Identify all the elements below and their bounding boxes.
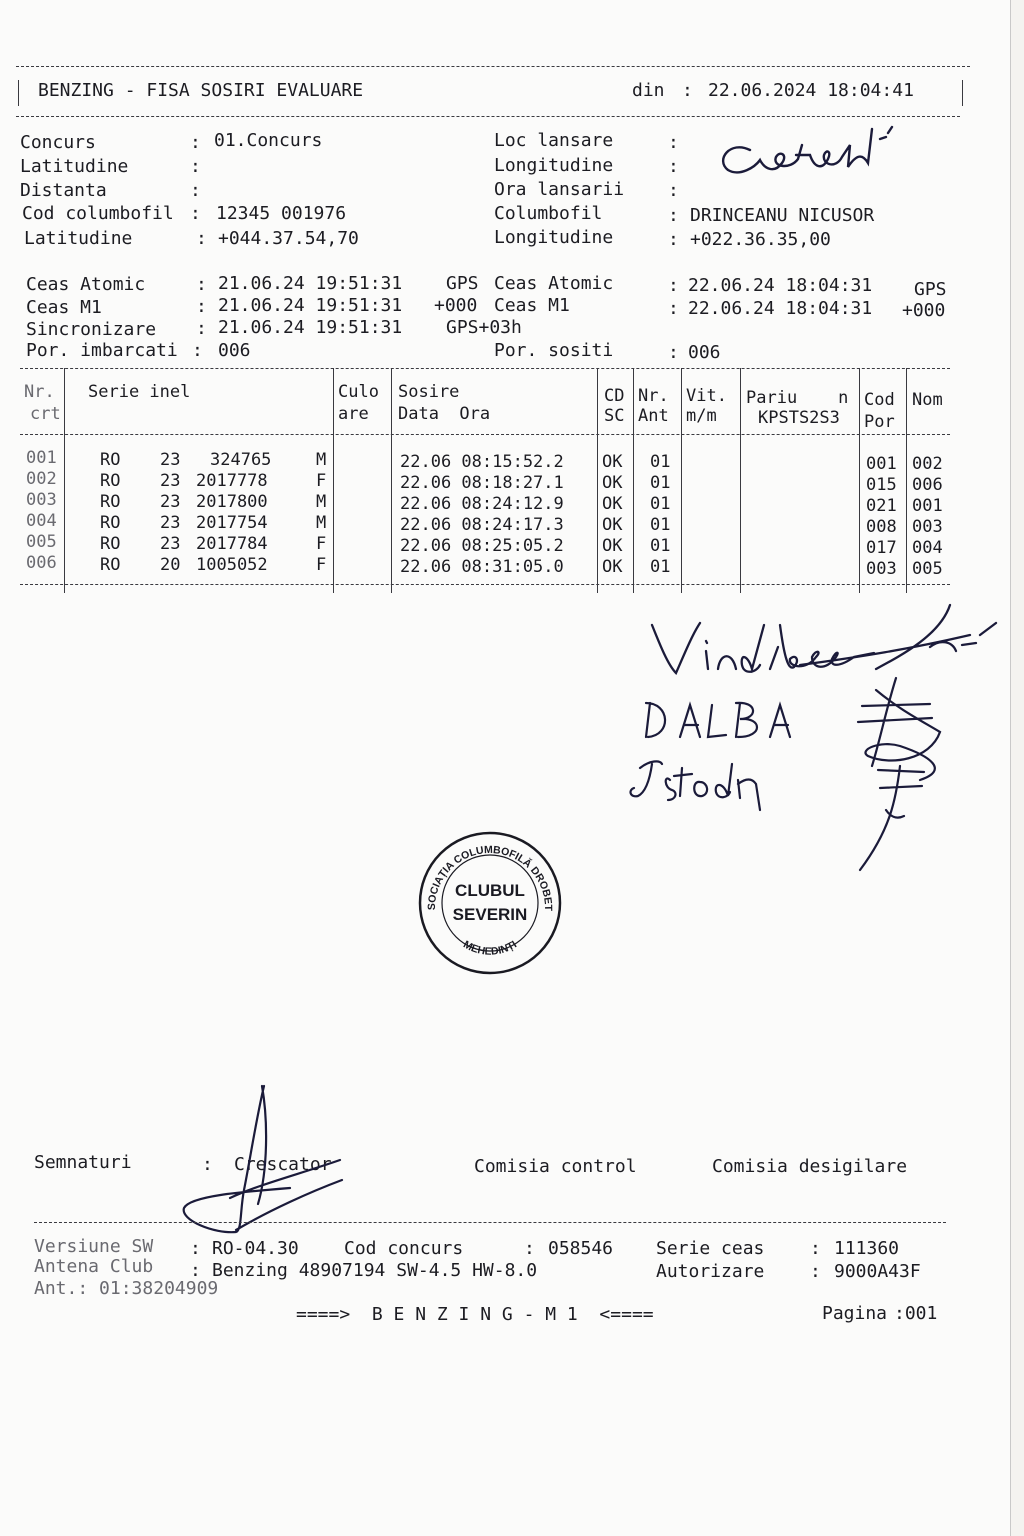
row-cod: 021 bbox=[866, 496, 897, 516]
row-ant: 01 bbox=[650, 452, 671, 472]
stamp-line-1: CLUBUL bbox=[455, 881, 525, 900]
row-arrival: 22.06 08:24:17.3 bbox=[400, 515, 564, 535]
row-ant: 01 bbox=[650, 536, 671, 556]
row-cd: OK bbox=[602, 515, 623, 535]
latitudine-label: Latitudine bbox=[20, 156, 129, 177]
handwritten-name-istodor bbox=[620, 750, 790, 820]
row-nr: 001 bbox=[26, 448, 57, 468]
header-serie-inel: Serie inel bbox=[88, 382, 191, 402]
loc-lansare-label: Loc lansare bbox=[494, 130, 614, 151]
row-arrival: 22.06 08:15:52.2 bbox=[400, 452, 564, 472]
colon: : bbox=[190, 1260, 201, 1281]
row-ring: 2017754 bbox=[196, 513, 268, 533]
row-year: 20 bbox=[160, 555, 181, 575]
signatures-colon: : bbox=[202, 1154, 213, 1175]
colon: : bbox=[668, 298, 679, 319]
longitudine-label: Longitudine bbox=[494, 155, 614, 176]
cod-columbofil-value: 12345 001976 bbox=[216, 203, 347, 224]
colon: : bbox=[196, 228, 207, 249]
ceas-m1-left-suffix: +000 bbox=[434, 295, 478, 316]
ceas-atomic-right-suffix: GPS bbox=[914, 279, 947, 300]
colon: : bbox=[196, 296, 207, 317]
comisia-control-label: Comisia control bbox=[474, 1156, 637, 1177]
header-crt: crt bbox=[30, 404, 61, 424]
row-nr: 005 bbox=[26, 532, 57, 552]
sositi-label: Por. sositi bbox=[494, 340, 614, 361]
row-cod: 001 bbox=[866, 454, 897, 474]
row-ring: 2017800 bbox=[196, 492, 268, 512]
header-culo: Culo bbox=[338, 382, 379, 402]
colon: : bbox=[668, 156, 679, 177]
row-cod: 003 bbox=[866, 559, 897, 579]
imbarcati-value: 006 bbox=[218, 340, 251, 361]
row-sex: F bbox=[316, 534, 327, 554]
date-value: 22.06.2024 18:04:41 bbox=[708, 80, 914, 101]
colon: : bbox=[810, 1238, 821, 1259]
table-row bbox=[20, 511, 950, 537]
ceas-atomic-left-value: 21.06.24 19:51:31 bbox=[218, 273, 403, 294]
pagina-label: Pagina bbox=[822, 1303, 888, 1324]
ant-label: Ant.: 01:38204909 bbox=[34, 1278, 219, 1299]
row-ant: 01 bbox=[650, 473, 671, 493]
row-cod: 017 bbox=[866, 538, 897, 558]
ceas-m1-right-value: 22.06.24 18:04:31 bbox=[688, 298, 873, 319]
row-nom: 003 bbox=[912, 517, 943, 537]
footer-rule bbox=[34, 1222, 946, 1223]
handwritten-signature-top bbox=[710, 115, 920, 190]
club-stamp-graphic bbox=[415, 828, 565, 978]
versiune-label: Versiune SW bbox=[34, 1236, 154, 1257]
row-nom: 004 bbox=[912, 538, 943, 558]
ceas-m1-right-suffix: +000 bbox=[902, 300, 946, 321]
row-sex: F bbox=[316, 471, 327, 491]
colon: : bbox=[190, 203, 201, 224]
cod-columbofil-label: Cod columbofil bbox=[22, 203, 174, 224]
columbofil-label: Columbofil bbox=[494, 203, 603, 224]
date-colon: : bbox=[682, 80, 693, 101]
row-cod: 015 bbox=[866, 475, 897, 495]
colon: : bbox=[190, 180, 201, 201]
serie-ceas-value: 111360 bbox=[834, 1238, 900, 1259]
row-year: 23 bbox=[160, 492, 181, 512]
ceas-atomic-left-suffix: GPS bbox=[446, 273, 479, 294]
signatures-label: Semnaturi bbox=[34, 1152, 132, 1173]
ceas-atomic-right-label: Ceas Atomic bbox=[494, 273, 614, 294]
stamp-ring-text: SOCIAȚIA COLUMBOFILĂ DROBET bbox=[425, 843, 555, 911]
colon: : bbox=[190, 1238, 201, 1259]
row-cod: 008 bbox=[866, 517, 897, 537]
row-cd: OK bbox=[602, 557, 623, 577]
table-top-rule bbox=[20, 368, 950, 369]
row-ant: 01 bbox=[650, 515, 671, 535]
stamp-line-2: SEVERIN bbox=[452, 905, 528, 924]
ceas-atomic-right-value: 22.06.24 18:04:31 bbox=[688, 275, 873, 296]
header-data-ora: Data Ora bbox=[398, 404, 491, 424]
colon: : bbox=[190, 132, 201, 153]
row-ring: 1005052 bbox=[196, 555, 268, 575]
header-vit: Vit. bbox=[686, 386, 727, 406]
autorizare-value: 9000A43F bbox=[834, 1261, 921, 1282]
ant-value: 01:38204909 bbox=[99, 1278, 219, 1299]
header-mm: m/m bbox=[686, 406, 717, 426]
table-header-rule bbox=[20, 434, 950, 435]
antena-value: Benzing 48907194 SW-4.5 HW-8.0 bbox=[212, 1260, 538, 1281]
row-nr: 002 bbox=[26, 469, 57, 489]
table-row bbox=[20, 532, 950, 558]
row-country: RO bbox=[100, 555, 121, 575]
header-right-border bbox=[962, 80, 963, 106]
svg-text:MEHEDINȚI bbox=[461, 939, 519, 958]
table-row bbox=[20, 469, 950, 495]
row-arrival: 22.06 08:31:05.0 bbox=[400, 557, 564, 577]
row-ring: 2017778 bbox=[196, 471, 268, 491]
header-por: Por bbox=[864, 412, 895, 432]
table-row bbox=[20, 448, 950, 474]
colon: : bbox=[668, 229, 679, 250]
date-label: din bbox=[632, 80, 665, 101]
row-cd: OK bbox=[602, 452, 623, 472]
row-ring: 324765 bbox=[210, 450, 272, 470]
ceas-m1-left-value: 21.06.24 19:51:31 bbox=[218, 295, 403, 316]
row-year: 23 bbox=[160, 450, 181, 470]
device-banner: ====> B E N Z I N G - M 1 <==== bbox=[296, 1304, 654, 1325]
table-row bbox=[20, 553, 950, 579]
colon: : bbox=[668, 205, 679, 226]
concurs-label: Concurs bbox=[20, 132, 96, 153]
versiune-value: RO-04.30 bbox=[212, 1238, 299, 1259]
row-year: 23 bbox=[160, 513, 181, 533]
row-nom: 002 bbox=[912, 454, 943, 474]
colon: : bbox=[190, 156, 201, 177]
sincronizare-value: 21.06.24 19:51:31 bbox=[218, 317, 403, 338]
ceas-m1-left-label: Ceas M1 bbox=[26, 297, 102, 318]
crescator-signature bbox=[170, 1080, 370, 1240]
row-country: RO bbox=[100, 492, 121, 512]
colon: : bbox=[810, 1261, 821, 1282]
row-nom: 005 bbox=[912, 559, 943, 579]
row-country: RO bbox=[100, 450, 121, 470]
pagina-value: :001 bbox=[894, 1303, 938, 1324]
row-ring: 2017784 bbox=[196, 534, 268, 554]
header-left-border bbox=[18, 80, 19, 106]
header-nr: Nr. bbox=[24, 382, 55, 402]
autorizare-label: Autorizare bbox=[656, 1261, 765, 1282]
header-nom: Nom bbox=[912, 390, 943, 410]
cod-concurs-value: 058546 bbox=[548, 1238, 614, 1259]
ora-lansarii-label: Ora lansarii bbox=[494, 179, 625, 200]
row-nr: 003 bbox=[26, 490, 57, 510]
row-arrival: 22.06 08:25:05.2 bbox=[400, 536, 564, 556]
row-cd: OK bbox=[602, 494, 623, 514]
row-nom: 001 bbox=[912, 496, 943, 516]
distanta-label: Distanta bbox=[20, 180, 107, 201]
row-sex: M bbox=[316, 492, 327, 512]
comisia-desigilare-label: Comisia desigilare bbox=[712, 1156, 908, 1177]
row-arrival: 22.06 08:18:27.1 bbox=[400, 473, 564, 493]
colon: : bbox=[668, 180, 679, 201]
antena-label: Antena Club bbox=[34, 1256, 154, 1277]
header-sc: SC bbox=[604, 406, 625, 426]
row-ant: 01 bbox=[650, 494, 671, 514]
row-nom: 006 bbox=[912, 475, 943, 495]
colon: : bbox=[668, 132, 679, 153]
row-country: RO bbox=[100, 534, 121, 554]
imbarcati-label: Por. imbarcati bbox=[26, 340, 178, 361]
row-sex: F bbox=[316, 555, 327, 575]
stamp-ring-bottom: MEHEDINȚI bbox=[461, 938, 519, 958]
latitudine2-value: +044.37.54,70 bbox=[218, 228, 359, 249]
header-cd: CD bbox=[604, 386, 625, 406]
sositi-value: 006 bbox=[688, 342, 721, 363]
table-row bbox=[20, 490, 950, 516]
arrivals-table bbox=[20, 368, 950, 593]
row-nr: 004 bbox=[26, 511, 57, 531]
longitudine2-label: Longitudine bbox=[494, 227, 614, 248]
row-country: RO bbox=[100, 471, 121, 491]
header-sosire: Sosire bbox=[398, 382, 460, 402]
header-cod: Cod bbox=[864, 390, 895, 410]
header-ant: Ant bbox=[638, 406, 669, 426]
table-bottom-rule bbox=[20, 584, 950, 585]
row-nr: 006 bbox=[26, 553, 57, 573]
colon: : bbox=[668, 342, 679, 363]
sincronizare-label: Sincronizare bbox=[26, 319, 157, 340]
row-ant: 01 bbox=[650, 557, 671, 577]
signature-right-scribble bbox=[820, 670, 970, 880]
row-year: 23 bbox=[160, 534, 181, 554]
colon: : bbox=[668, 275, 679, 296]
header-are: are bbox=[338, 404, 369, 424]
sincronizare-suffix: GPS+03h bbox=[446, 317, 522, 338]
ceas-atomic-left-label: Ceas Atomic bbox=[26, 274, 146, 295]
row-country: RO bbox=[100, 513, 121, 533]
colon: : bbox=[196, 318, 207, 339]
header-nr-ant: Nr. bbox=[638, 386, 669, 406]
concurs-value: 01.Concurs bbox=[214, 130, 323, 151]
longitudine2-value: +022.36.35,00 bbox=[690, 229, 831, 250]
club-stamp bbox=[415, 828, 565, 978]
colon: : bbox=[524, 1238, 535, 1259]
header-kpsts: KPSTS2S3 bbox=[758, 408, 840, 428]
header-top-rule bbox=[16, 66, 970, 67]
ant-label-text: Ant. bbox=[34, 1278, 78, 1299]
row-arrival: 22.06 08:24:12.9 bbox=[400, 494, 564, 514]
header-pariu: Pariu n bbox=[746, 388, 849, 408]
colon: : bbox=[192, 340, 203, 361]
row-cd: OK bbox=[602, 536, 623, 556]
row-sex: M bbox=[316, 450, 327, 470]
crescator-label: Crescator bbox=[234, 1154, 332, 1175]
latitudine2-label: Latitudine bbox=[24, 228, 133, 249]
handwritten-name-balba bbox=[640, 695, 800, 745]
columbofil-value: DRINCEANU NICUSOR bbox=[690, 205, 875, 226]
row-cd: OK bbox=[602, 473, 623, 493]
row-year: 23 bbox=[160, 471, 181, 491]
row-sex: M bbox=[316, 513, 327, 533]
report-title: BENZING - FISA SOSIRI EVALUARE bbox=[38, 80, 364, 101]
serie-ceas-label: Serie ceas bbox=[656, 1238, 765, 1259]
colon: : bbox=[196, 274, 207, 295]
cod-concurs-label: Cod concurs bbox=[344, 1238, 464, 1259]
ceas-m1-right-label: Ceas M1 bbox=[494, 295, 570, 316]
